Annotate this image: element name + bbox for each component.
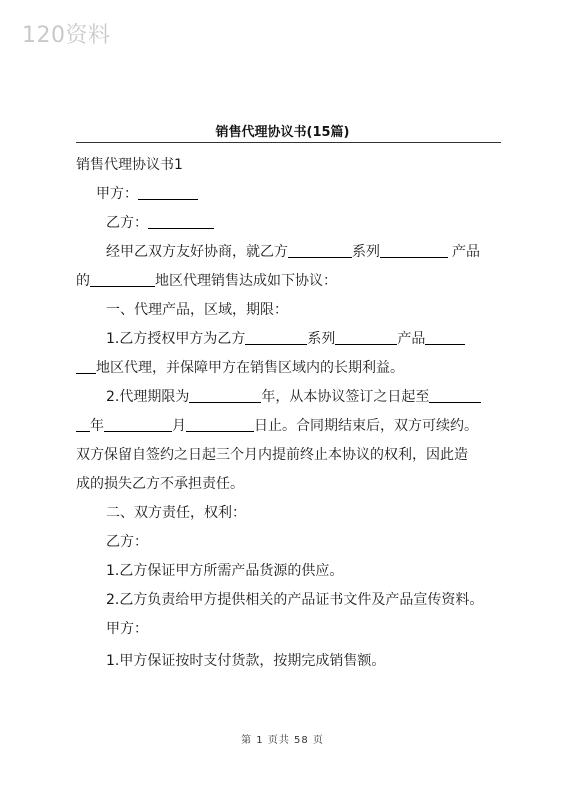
blank-field — [189, 388, 261, 403]
blank-field — [90, 272, 155, 287]
party-b-label: 乙方： — [106, 215, 148, 231]
blank-field — [335, 330, 397, 345]
watermark: 120资料 — [22, 23, 111, 48]
item-2-line-2 — [76, 417, 478, 435]
intro-text: 地区代理销售达成如下协议： — [155, 273, 337, 289]
item-text: 地区代理，并保障甲方在销售区域内的长期利益。 — [96, 360, 404, 376]
intro-text: 系列 — [352, 244, 380, 260]
item-1-line-2 — [76, 359, 404, 377]
b-item-2: 2.乙方负责给甲方提供相关的产品证书文件及产品宣传资料。 — [106, 592, 484, 608]
document-title: 销售代理协议书(15篇) — [215, 125, 350, 140]
section-1-heading: 一、代理产品，区域，期限： — [106, 302, 288, 318]
intro-line-2 — [76, 272, 337, 290]
blank-field — [76, 359, 96, 374]
blank-field — [186, 417, 254, 432]
item-text: 年 — [90, 418, 104, 434]
blank-field — [245, 330, 307, 345]
intro-line-1 — [106, 243, 480, 261]
item-2-line-3: 双方保留自签约之日起三个月内提前终止本协议的权利，因此造 — [76, 447, 468, 463]
item-text: 1.乙方授权甲方为乙方 — [106, 331, 246, 347]
section-2-heading: 二、双方责任，权利： — [106, 505, 246, 521]
party-a-label: 甲方： — [96, 186, 138, 202]
intro-text: 产品 — [452, 244, 480, 260]
item-text: 2.代理期限为 — [106, 389, 190, 405]
item-text: 产品 — [397, 331, 426, 347]
blank-field — [288, 243, 352, 258]
item-1-line-1 — [106, 330, 465, 348]
item-2-line-1 — [106, 388, 481, 406]
party-a-line — [96, 185, 198, 203]
page-footer: 第 1 页共 58 页 — [241, 735, 324, 746]
item-text: 年，从本协议签订之日起至 — [261, 389, 430, 405]
blank-field — [425, 330, 465, 345]
title-underline — [76, 142, 501, 143]
intro-text: 的 — [76, 273, 90, 289]
blank-field — [138, 185, 198, 200]
item-text: 月 — [172, 418, 186, 434]
b-item-1: 1.乙方保证甲方所需产品货源的供应。 — [106, 563, 344, 579]
a-item-1: 1.甲方保证按时支付货款，按期完成销售额。 — [106, 653, 386, 669]
subtitle: 销售代理协议书1 — [76, 157, 183, 173]
blank-field — [148, 214, 214, 229]
item-2-line-4: 成的损失乙方不承担责任。 — [76, 476, 244, 492]
blank-field — [380, 243, 448, 258]
blank-field — [76, 417, 90, 432]
item-text: 系列 — [307, 331, 336, 347]
party-b-line — [106, 214, 214, 232]
intro-text: 经甲乙双方友好协商，就乙方 — [106, 244, 288, 260]
party-b-subheading: 乙方： — [106, 534, 148, 550]
item-text: 日止。合同期结束后，双方可续约。 — [254, 418, 478, 434]
party-a-subheading: 甲方： — [106, 621, 148, 637]
blank-field — [104, 417, 172, 432]
blank-field — [429, 388, 481, 403]
